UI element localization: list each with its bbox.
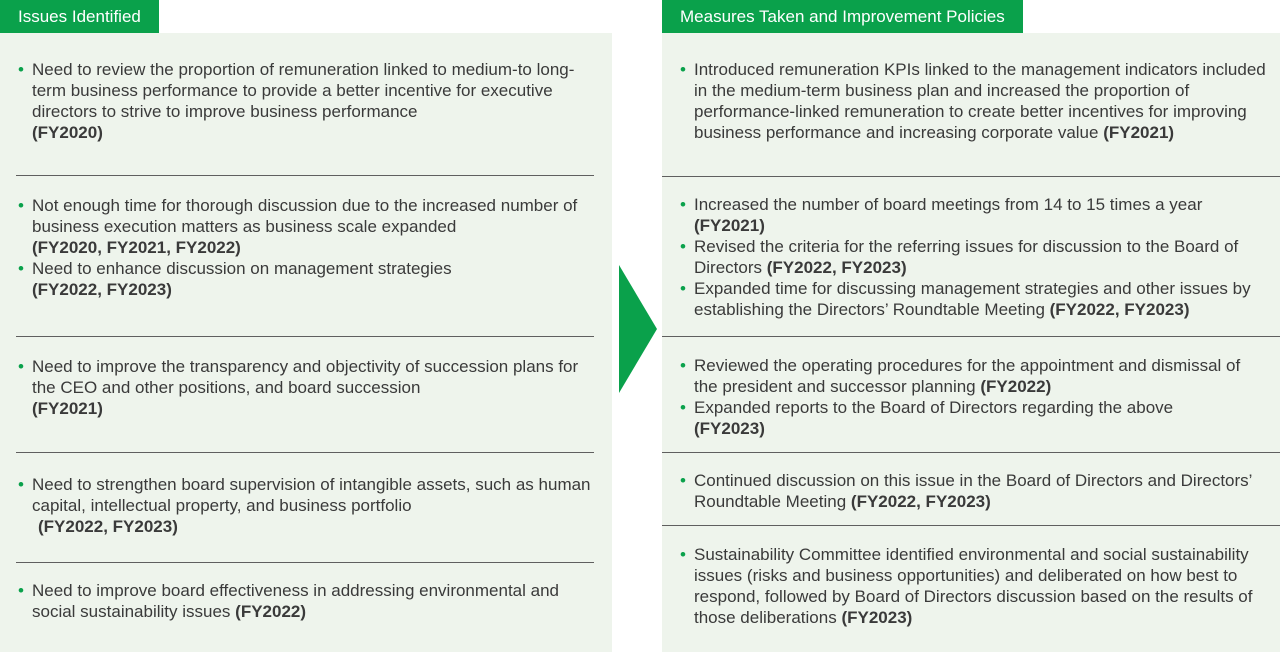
divider: [16, 452, 594, 453]
issue-group: [0, 59, 612, 143]
issues-panel: [0, 33, 612, 652]
right-arrow-chevron-icon: [619, 265, 657, 393]
issue-item: • Need to improve the transparency and objectivity of succession plans for the CEO and other positions, and board succession (FY2021): [18, 356, 592, 419]
measure-item: • Reviewed the operating procedures for the appointment and dismissal of the president and successor planning (FY2022): [680, 355, 1266, 397]
measures-taken-header: Measures Taken and Improvement Policies: [662, 0, 1023, 34]
issue-item: • Need to enhance discussion on management strategies (FY2022, FY2023): [18, 258, 592, 300]
issue-group: [0, 474, 612, 537]
measure-item: • Continued discussion on this issue in the Board of Directors and Directors’ Roundtable Meeting (FY2022, FY2023): [680, 470, 1266, 512]
issue-item: • Need to strengthen board supervision of intangible assets, such as human capital, intellectual property, and business portfolio (FY2022, FY2023): [18, 474, 592, 537]
measure-group: [662, 59, 1280, 143]
issue-item: • Not enough time for thorough discussion due to the increased number of business execution matters as business scale expanded (FY2020, FY2021, FY2022): [18, 195, 592, 258]
divider: [662, 452, 1280, 453]
measure-item: • Expanded reports to the Board of Directors regarding the above (FY2023): [680, 397, 1266, 439]
issues-identified-header: Issues Identified: [0, 0, 159, 34]
issue-item: • Need to review the proportion of remuneration linked to medium-to long-term business performance to provide a better incentive for executive directors to strive to improve business performance (FY2020): [18, 59, 592, 143]
issue-item: • Need to improve board effectiveness in addressing environmental and social sustainability issues (FY2022): [18, 580, 592, 622]
divider: [16, 562, 594, 563]
measure-item: • Revised the criteria for the referring issues for discussion to the Board of Directors (FY2022, FY2023): [680, 236, 1266, 278]
divider: [16, 336, 594, 337]
measures-panel: [662, 33, 1280, 652]
issue-group: [0, 195, 612, 300]
divider: [662, 336, 1280, 337]
measure-item: • Expanded time for discussing management strategies and other issues by establishing the Directors’ Roundtable Meeting (FY2022, FY2023): [680, 278, 1266, 320]
divider: [662, 176, 1280, 177]
measure-item: • Increased the number of board meetings from 14 to 15 times a year (FY2021): [680, 194, 1266, 236]
measure-group: [662, 194, 1280, 320]
measure-item: • Introduced remuneration KPIs linked to the management indicators included in the medium-term business plan and increased the proportion of performance-linked remuneration to create better incentives for improving business performance and increasing corporate value (FY2021): [680, 59, 1266, 143]
measure-item: • Sustainability Committee identified environmental and social sustainability issues (risks and business opportunities) and deliberated on how best to respond, followed by Board of Directors discussion based on the results of those deliberations (FY2023): [680, 544, 1266, 628]
measure-group: [662, 544, 1280, 628]
measure-group: [662, 470, 1280, 512]
issue-group: [0, 580, 612, 622]
measure-group: [662, 355, 1280, 439]
divider: [16, 175, 594, 176]
issue-group: [0, 356, 612, 419]
divider: [662, 525, 1280, 526]
